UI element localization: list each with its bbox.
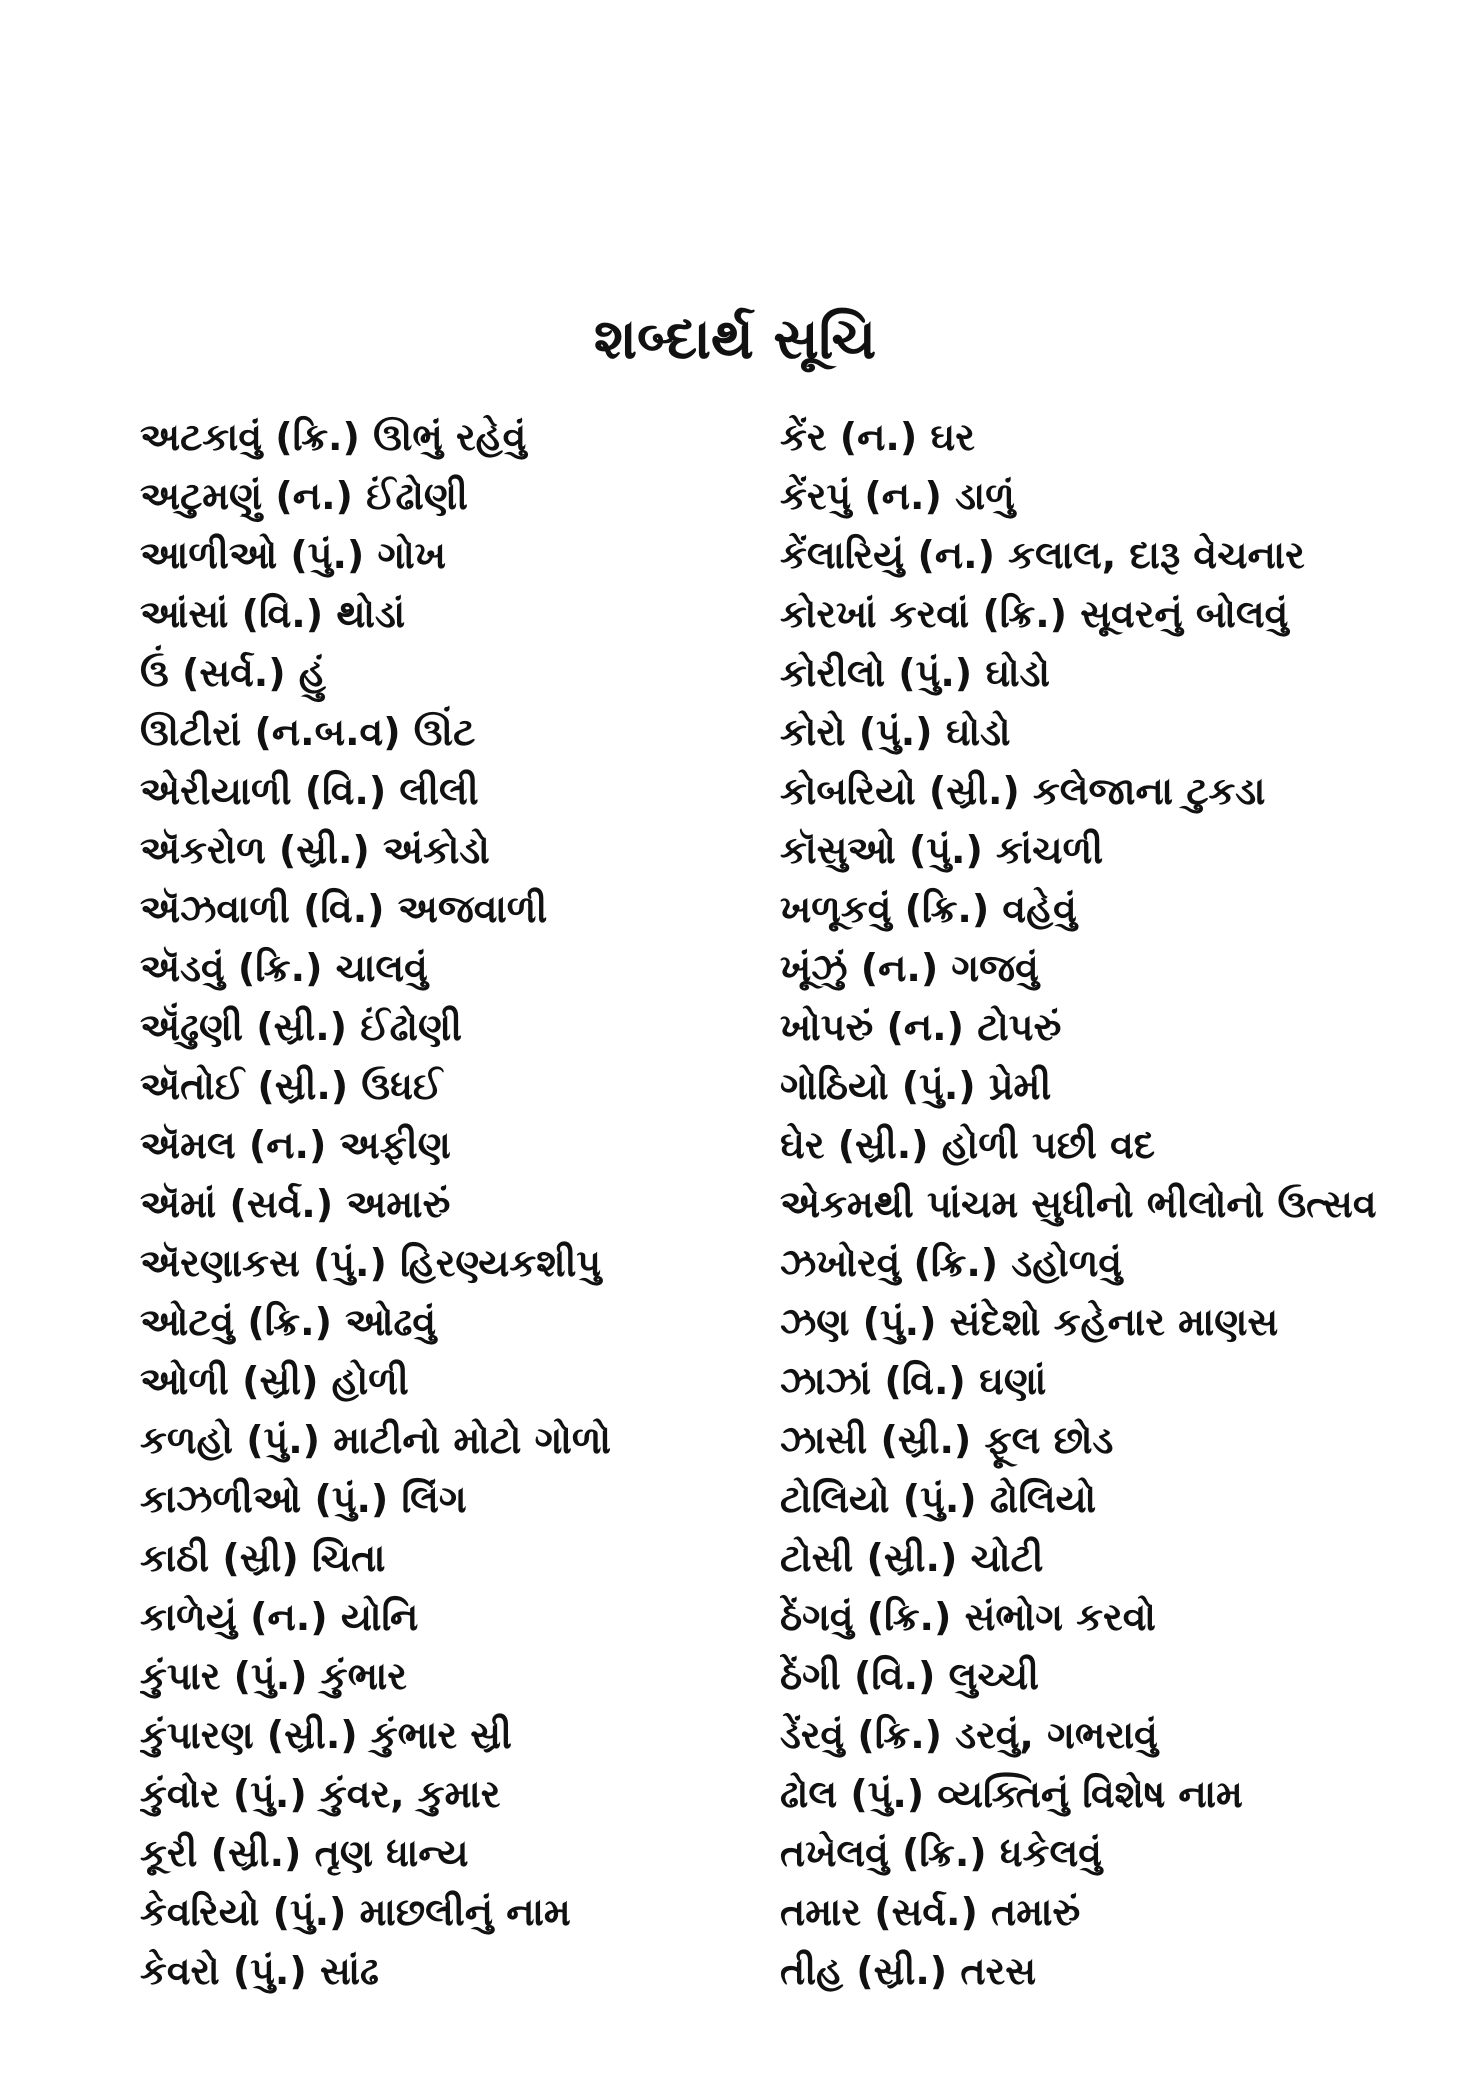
glossary-entry: ઍઝવાળી (વિ.) અજવાળી: [140, 887, 548, 931]
glossary-entry: ખૂંઝું (ન.) ગજવું: [780, 946, 1039, 990]
glossary-entry: કુંવોર (પું.) કુંવર, કુમાર: [140, 1772, 501, 1816]
glossary-entry: અટકાવું (ક્રિ.) ઊભું રહેવું: [140, 415, 527, 459]
glossary-entry: તમાર (સર્વ.) તમારું: [780, 1890, 1081, 1934]
glossary-entry: ખોપરું (ન.) ટોપરું: [780, 1005, 1062, 1049]
glossary-entry: ડેંરવું (ક્રિ.) ડરવું, ગભરાવું: [780, 1713, 1158, 1757]
left-column: [140, 408, 740, 2001]
glossary-entry: ઍરણાકસ (પું.) હિરણ્યકશીપુ: [140, 1241, 602, 1285]
glossary-entry: કાળેયું (ન.) યોનિ: [140, 1595, 419, 1639]
glossary-entry: કુંપાર (પું.) કુંભાર: [140, 1654, 407, 1698]
glossary-entry: કળહો (પું.) માટીનો મોટો ગોળો: [140, 1418, 611, 1462]
glossary-entry: આળીઓ (પું.) ગોખ: [140, 533, 446, 577]
right-column: [780, 408, 1440, 2001]
glossary-entry: કેંર (ન.) ઘર: [780, 415, 975, 459]
glossary-entry: ઝાઝાં (વિ.) ઘણાં: [780, 1359, 1047, 1403]
glossary-entry: ઊટીરાં (ન.બ.વ) ઊંટ: [140, 710, 476, 754]
glossary-entry: કાઝળીઓ (પું.) લિંગ: [140, 1477, 467, 1521]
glossary-entry: ખળૂકવું (ક્રિ.) વહેવું: [780, 887, 1077, 931]
glossary-entry: ઠેંગી (વિ.) લુચ્ચી: [780, 1654, 1039, 1698]
glossary-entry: ઍમાં (સર્વ.) અમારું: [140, 1182, 451, 1226]
glossary-entry: ઉં (સર્વ.) હું: [140, 651, 326, 695]
glossary-entry: કેવરિયો (પું.) માછલીનું નામ: [140, 1890, 571, 1934]
glossary-entry: કૉસુઓ (પું.) કાંચળી: [780, 828, 1104, 872]
glossary-entry: કેંલારિયું (ન.) કલાલ, દારૂ વેચનાર: [780, 533, 1305, 577]
page-title: શબ્દાર્થ સૂચિ: [593, 307, 877, 372]
glossary-entry: કેંરપું (ન.) ડાળું: [780, 474, 1015, 518]
glossary-entry: આંસાં (વિ.) થોડાં: [140, 592, 406, 636]
glossary-entry: કોરીલો (પું.) ઘોડો: [780, 651, 1051, 695]
glossary-entry: ઍકરોળ (સ્રી.) અંકોડો: [140, 828, 490, 872]
glossary-entry: ઢોલ (પું.) વ્યક્તિનું વિશેષ નામ: [780, 1772, 1243, 1816]
glossary-entry: ઍંઢુણી (સ્રી.) ઈંઢોણી: [140, 1005, 462, 1049]
glossary-entry: તીહ (સ્રી.) તરસ: [780, 1949, 1036, 1993]
glossary-entry: ઝાસી (સ્રી.) ફૂલ છોડ: [780, 1418, 1114, 1462]
glossary-entry: અટુમણું (ન.) ઈંઢોણી: [140, 474, 468, 518]
glossary-entry: ટોલિયો (પું.) ઢોલિયો: [780, 1477, 1097, 1521]
glossary-entry: કેવરો (પું.) સાંઢ: [140, 1949, 379, 1993]
glossary-entry: એરીયાળી (વિ.) લીલી: [140, 769, 479, 813]
glossary-entry: ઠેંગવું (ક્રિ.) સંભોગ કરવો: [780, 1595, 1156, 1639]
glossary-entry: એકમથી પાંચમ સુધીનો ભીલોનો ઉત્સવ: [780, 1182, 1377, 1226]
glossary-entry: કોરો (પું.) ઘોડો: [780, 710, 1011, 754]
glossary-entry: ઝખોરવું (ક્રિ.) ડહોળવું: [780, 1241, 1123, 1285]
glossary-entry: ઍડવું (ક્રિ.) ચાલવું: [140, 946, 428, 990]
glossary-entry: ઝણ (પું.) સંદેશો કહેનાર માણસ: [780, 1300, 1279, 1344]
glossary-entry: કોરખાં કરવાં (ક્રિ.) સૂવરનું બોલવું: [780, 592, 1289, 636]
glossary-entry: ઘેર (સ્રી.) હોળી પછી વદ: [780, 1123, 1156, 1167]
glossary-entry: ઓળી (સ્રી) હોળી: [140, 1359, 409, 1403]
glossary-entry: ઓટવું (ક્રિ.) ઓઢવું: [140, 1300, 437, 1344]
glossary-entry: કુંપારણ (સ્રી.) કુંભાર સ્રી: [140, 1713, 512, 1757]
glossary-entry: કોબરિયો (સ્રી.) કલેજાના ટુકડા: [780, 769, 1266, 813]
glossary-entry: કૂરી (સ્રી.) તૃણ ધાન્ય: [140, 1831, 469, 1875]
glossary-entry: ટોસી (સ્રી.) ચોટી: [780, 1536, 1044, 1580]
glossary-entry: કાઠી (સ્રી) ચિતા: [140, 1536, 386, 1580]
glossary-entry: ઍતોઈ (સ્રી.) ઉધઈ: [140, 1064, 443, 1108]
glossary-entry: તખેલવું (ક્રિ.) ધકેલવું: [780, 1831, 1102, 1875]
glossary-entry: ગોઠિયો (પું.) પ્રેમી: [780, 1064, 1052, 1108]
glossary-entry: ઍમલ (ન.) અફીણ: [140, 1123, 451, 1167]
